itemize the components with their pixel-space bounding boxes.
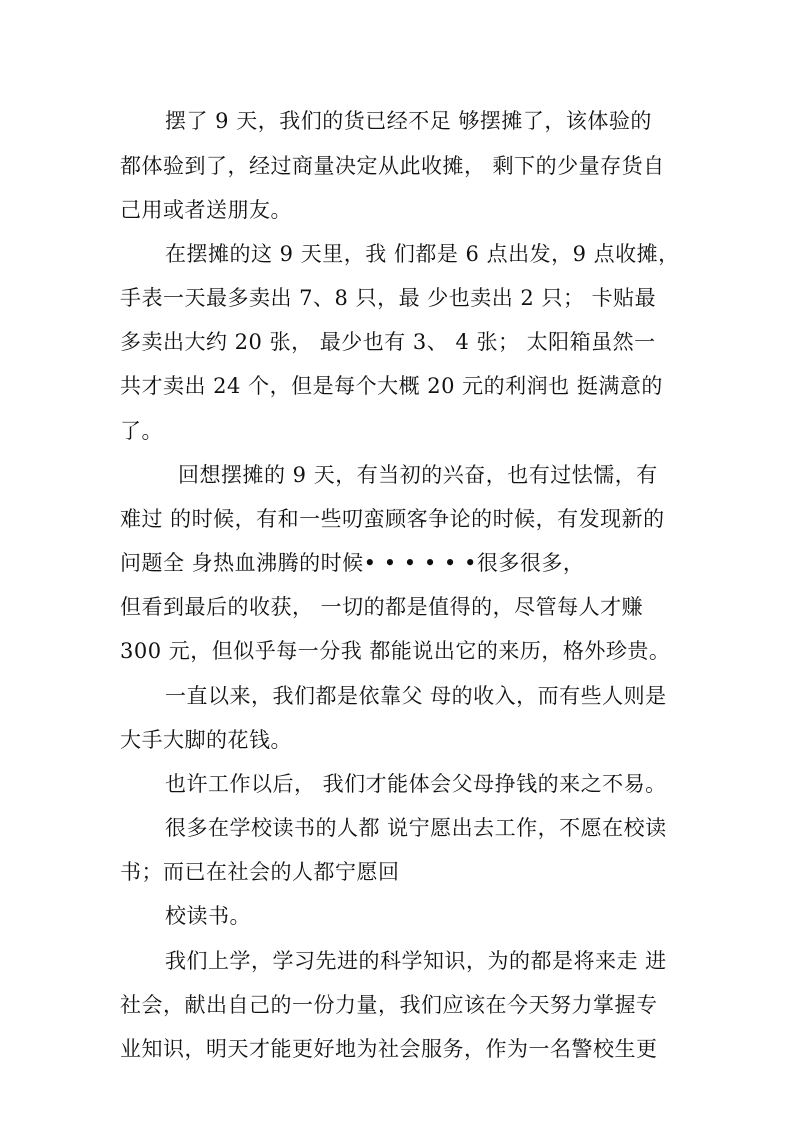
text-line: 业知识，明天才能更好地为社会服务，作为一名警校生更: [120, 1037, 658, 1061]
text-line: 校读书。: [165, 904, 251, 928]
text-line: 一直以来，我们都是依靠父 母的收入，而有些人则是: [165, 684, 667, 708]
text-line: 共才卖出 24 个，但是每个大概 20 元的利润也 挺满意的: [120, 374, 663, 398]
text-line: 己用或者送朋友。: [120, 198, 292, 222]
text-line: 问题全 身热血沸腾的时候• • • • • •很多很多，: [120, 551, 585, 575]
text-line: 书；而已在社会的人都宁愿回: [120, 860, 400, 884]
text-line: 我们上学，学习先进的科学知识，为的都是将来走 进: [165, 949, 667, 973]
text-line: 手表一天最多卖出 7、8 只，最 少也卖出 2 只； 卡贴最: [120, 286, 657, 310]
text-line: 很多在学校读书的人都 说宁愿出去工作，不愿在校读: [165, 816, 667, 840]
text-line: 也许工作以后， 我们才能体会父母挣钱的来之不易。: [165, 772, 667, 796]
text-line: 在摆摊的这 9 天里，我 们都是 6 点出发，9 点收摊，: [165, 242, 680, 266]
text-line: 难过 的时候，有和一些叨蛮顾客争论的时候，有发现新的: [120, 507, 665, 531]
text-line: 摆了 9 天，我们的货已经不足 够摆摊了，该体验的: [165, 109, 652, 133]
text-line: 回想摆摊的 9 天，有当初的兴奋，也有过怯懦，有: [178, 463, 658, 487]
text-line: 多卖出大约 20 张， 最少也有 3、 4 张； 太阳箱虽然一: [120, 330, 656, 354]
text-line: 都体验到了，经过商量决定从此收摊， 剩下的少量存货自: [120, 154, 665, 178]
text-line: 但看到最后的收获， 一切的都是值得的，尽管每人才赚: [120, 595, 644, 619]
text-line: 了。: [120, 419, 163, 443]
text-line: 大手大脚的花钱。: [120, 728, 292, 752]
text-line: 300 元，但似乎每一分我 都能说出它的来历，格外珍贵。: [120, 639, 671, 663]
text-line: 社会，献出自己的一份力量，我们应该在今天努力掌握专: [120, 993, 658, 1017]
